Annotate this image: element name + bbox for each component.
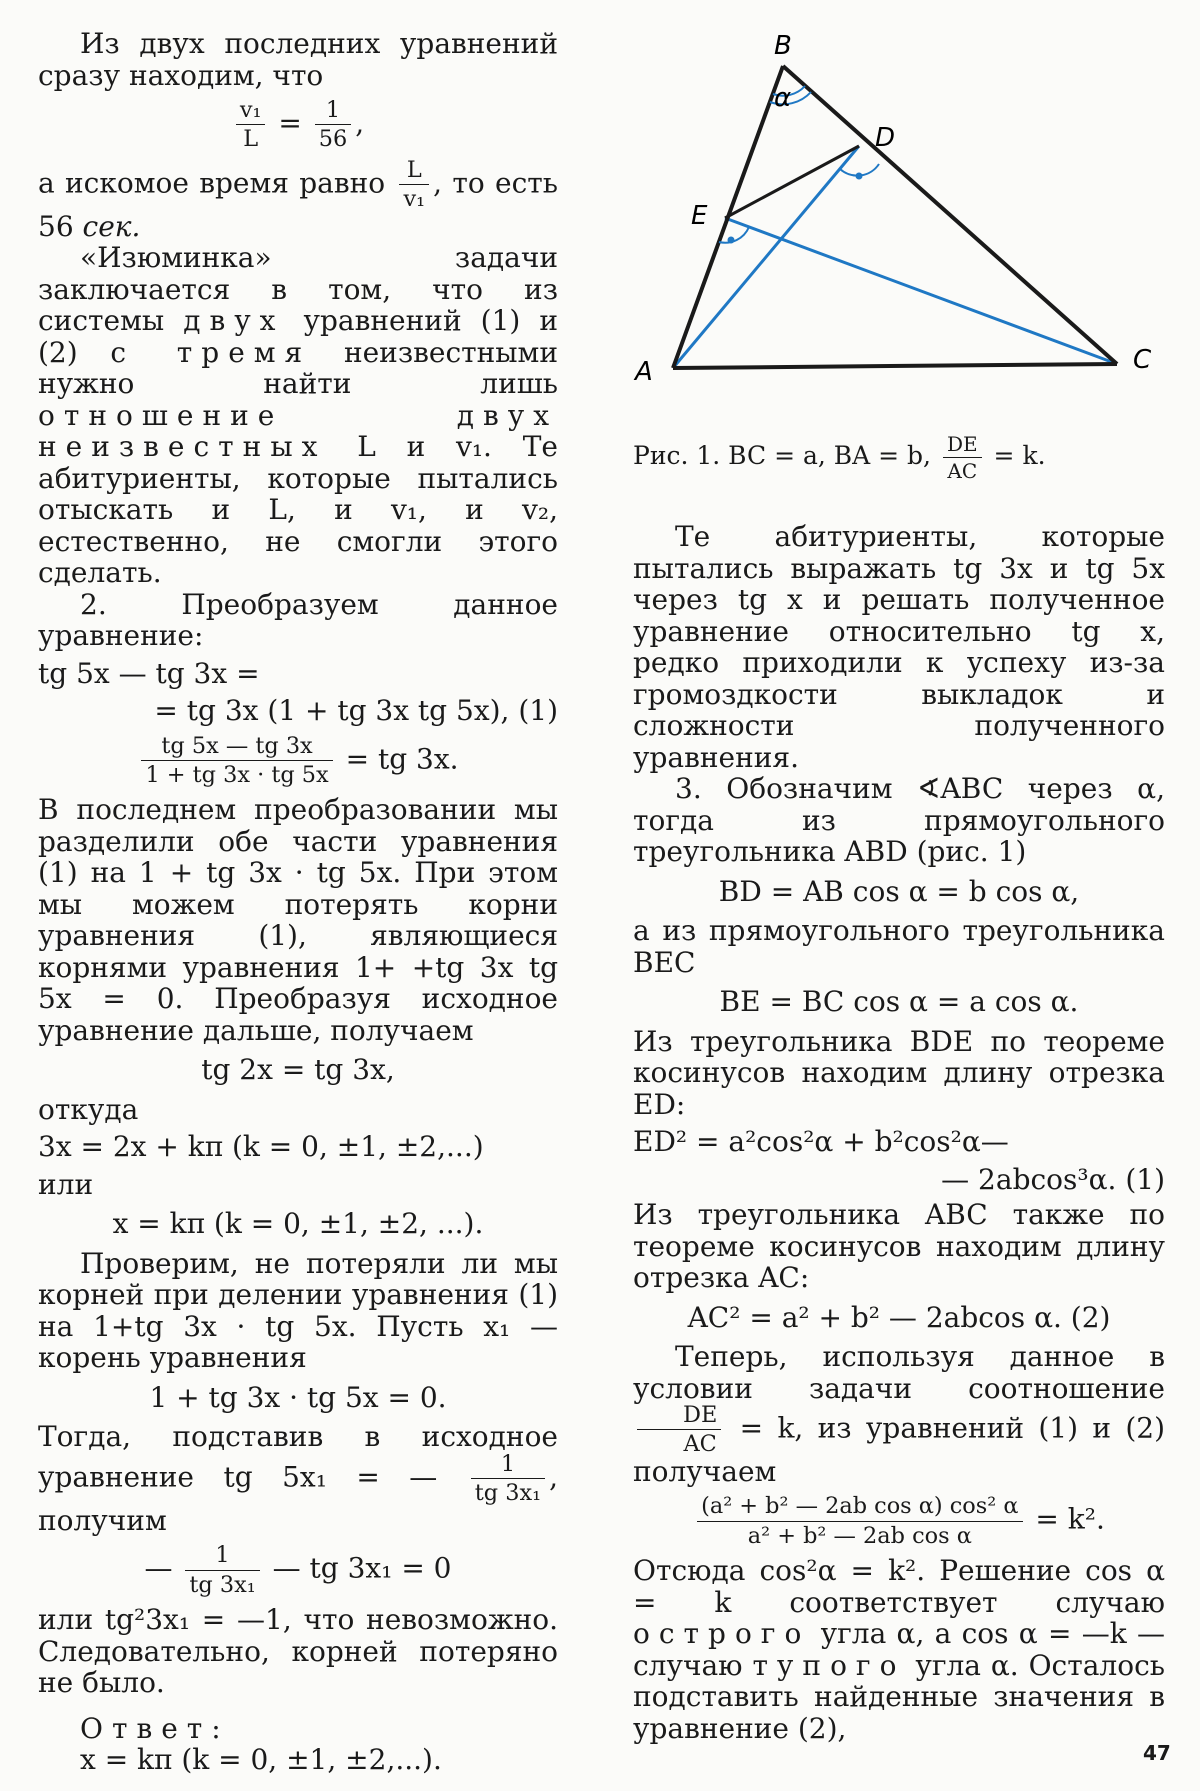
answer-equation: x = kπ (k = 0, ±1, ±2,...).: [80, 1743, 442, 1777]
page-number: 47: [1143, 1741, 1171, 1765]
equation-rhs: = tg 3x.: [345, 742, 459, 776]
fraction-denominator: L: [243, 126, 259, 153]
fraction-numerator: DE: [943, 434, 982, 458]
fraction-denominator: v₁: [403, 186, 426, 213]
side-AC: [673, 364, 1117, 368]
text-run: , получим: [38, 1460, 558, 1537]
equation: tg 2x = tg 3x,: [201, 1053, 395, 1087]
equation: 3x = 2x + kπ (k = 0, ±1, ±2,...): [38, 1130, 484, 1164]
equals-sign: =: [278, 106, 302, 140]
paragraph: или: [38, 1167, 94, 1201]
fraction-numerator: DE: [637, 1404, 721, 1430]
equation: BD = AB cos α = b cos α,: [718, 874, 1080, 908]
altitude-CE: [725, 218, 1117, 364]
equation: 1 + tg 3x · tg 5x = 0.: [149, 1380, 447, 1414]
fraction-numerator: 1: [185, 1544, 259, 1570]
paragraph: Из треугольника BDE по теореме косинусов находим длину отрезка ED:: [633, 1024, 1165, 1121]
paragraph: 3. Обозначим ∢ABC через α, тогда из прямоугольного треугольника ABD (рис. 1): [633, 772, 1165, 868]
fraction-numerator: L: [399, 159, 429, 185]
equation: tg 5x — tg 3x =: [38, 656, 260, 690]
text-run: Теперь, используя данное в условии задачи соотношение: [633, 1340, 1165, 1405]
paragraph: а из прямоугольного треугольника BEC: [633, 914, 1165, 979]
text-run: L и v₁. Те абитуриенты, которые пытались отыскать и L, и v₁, и v₂, естественно, не смогли этого сделать.: [38, 430, 558, 590]
paragraph: [38, 1421, 558, 1536]
fraction-numerator: 1: [471, 1453, 545, 1479]
fraction-denominator: tg 3x₁: [474, 1480, 542, 1507]
paragraph: 2. Преобразуем данное уравнение:: [38, 587, 558, 653]
text-run: Тогда, подставив в исходное уравнение tg 5x₁ = —: [38, 1420, 558, 1494]
text-run: = k, из уравнений (1) и (2) получаем: [633, 1411, 1165, 1488]
fraction-denominator: 1 + tg 3x · tg 5x: [145, 762, 329, 789]
fraction-numerator: (a² + b² — 2ab cos α) cos² α: [697, 1495, 1022, 1521]
vertex-label-E: E: [691, 201, 708, 231]
fraction-numerator: tg 5x — tg 3x: [141, 735, 332, 761]
right-angle-dot: [728, 237, 735, 244]
equation-rhs: = k².: [1035, 1502, 1105, 1536]
spaced-text: с тремя: [110, 335, 312, 369]
spaced-text: двух: [183, 304, 285, 338]
fraction-denominator: 56: [318, 126, 348, 153]
paragraph: Проверим, не потеряли ли мы корней при делении уравнения (1) на 1+tg 3x · tg 5x. Пусть x₁ — корень уравнения: [38, 1246, 558, 1375]
text-run: уравнений (1) и (2): [38, 304, 559, 369]
paragraph: откуда: [38, 1092, 139, 1126]
paragraph: Те абитуриенты, которые пытались выражать tg 3x и tg 5x через tg x и решать полученное уравнение относительно tg x, редко приходили к успеху из-за громоздкости выкладок и сложности полученного уравнения.: [633, 520, 1165, 774]
paragraph: [633, 1341, 1165, 1487]
text-run: , то есть 56: [38, 166, 558, 243]
text-run: неизвестными нужно найти лишь: [38, 335, 558, 401]
fraction-denominator: AC: [947, 459, 978, 483]
equation-fraction: [38, 732, 558, 789]
equation-fraction: [38, 1544, 558, 1596]
left-column: [38, 28, 558, 1776]
answer-label: Ответ:: [80, 1711, 230, 1745]
spaced-text: отношение двух неизвестных: [38, 398, 558, 464]
paragraph: [633, 1555, 1165, 1744]
text-run: угла α, а cos α = —k — случаю: [633, 1617, 1165, 1682]
punctuation: ,: [355, 106, 365, 140]
paragraph: Из треугольника ABC также по теореме косинусов находим длину отрезка AC:: [633, 1198, 1165, 1294]
paragraph: [38, 156, 558, 243]
fraction-numerator: v₁: [236, 99, 266, 125]
text-run: угла α. Осталось подставить найденные значения в уравнение (2),: [633, 1648, 1165, 1745]
spaced-text: острого: [633, 1617, 811, 1651]
equation: x = kπ (k = 0, ±1, ±2, ...).: [112, 1207, 484, 1241]
vertex-label-D: D: [875, 123, 896, 153]
equation: — 2abcos³α. (1): [941, 1162, 1165, 1196]
vertex-label-A: A: [635, 357, 653, 387]
text-run: = k.: [993, 441, 1046, 470]
fraction-denominator: a² + b² — 2ab cos α: [747, 1522, 972, 1549]
equation-rhs: — tg 3x₁ = 0: [272, 1551, 452, 1585]
paragraph: или tg²3x₁ = —1, что невозможно. Следовательно, корней потеряно не было.: [38, 1603, 558, 1700]
text-run: а искомое время равно: [38, 166, 386, 200]
unit-text: сек.: [82, 209, 141, 243]
fraction-numerator: 1: [315, 99, 352, 125]
equation: ED² = a²cos²α + b²cos²α—: [633, 1125, 1009, 1158]
figure-caption: [633, 434, 1165, 481]
side-BC: [783, 66, 1117, 364]
equation: = tg 3x (1 + tg 3x tg 5x), (1): [154, 694, 558, 728]
minus-sign: —: [144, 1551, 173, 1585]
segment-ED: [725, 146, 859, 218]
paragraph: [38, 242, 558, 589]
equation-fraction: [633, 1495, 1165, 1547]
triangle-diagram: [633, 28, 1165, 428]
paragraph: В последнем преобразовании мы разделили обе части уравнения (1) на 1 + tg 3x · tg 5x. При этом мы можем потерять корни уравнения (1), являющиеся корнями уравнения 1+ +tg 3x tg 5x = 0. Преобразуя исходное уравнение дальше, получаем: [38, 793, 558, 1047]
text-run: Рис. 1. BC = a, BA = b,: [633, 441, 931, 470]
angle-label-alpha: α: [774, 83, 792, 113]
triangle-figure: [633, 28, 1165, 428]
fraction-denominator: tg 3x₁: [189, 1571, 256, 1598]
paragraph: Из двух последних уравнений сразу находим, что: [38, 27, 558, 92]
spaced-text: тупого: [752, 1648, 906, 1682]
equation-ratio: [38, 99, 558, 151]
text-run: Отсюда cos²α = k². Решение cos α = k соответствует случаю: [633, 1554, 1165, 1619]
equation: BE = BC cos α = a cos α.: [719, 985, 1079, 1018]
equation: AC² = a² + b² — 2abcos α. (2): [687, 1300, 1111, 1334]
fraction-denominator: AC: [683, 1431, 717, 1458]
vertex-label-C: C: [1133, 345, 1152, 375]
text-run: «Изюминка» задачи заключается в том, что из системы: [38, 241, 558, 338]
right-column: [633, 28, 1165, 1744]
vertex-label-B: B: [774, 31, 792, 61]
right-angle-dot: [856, 173, 863, 180]
